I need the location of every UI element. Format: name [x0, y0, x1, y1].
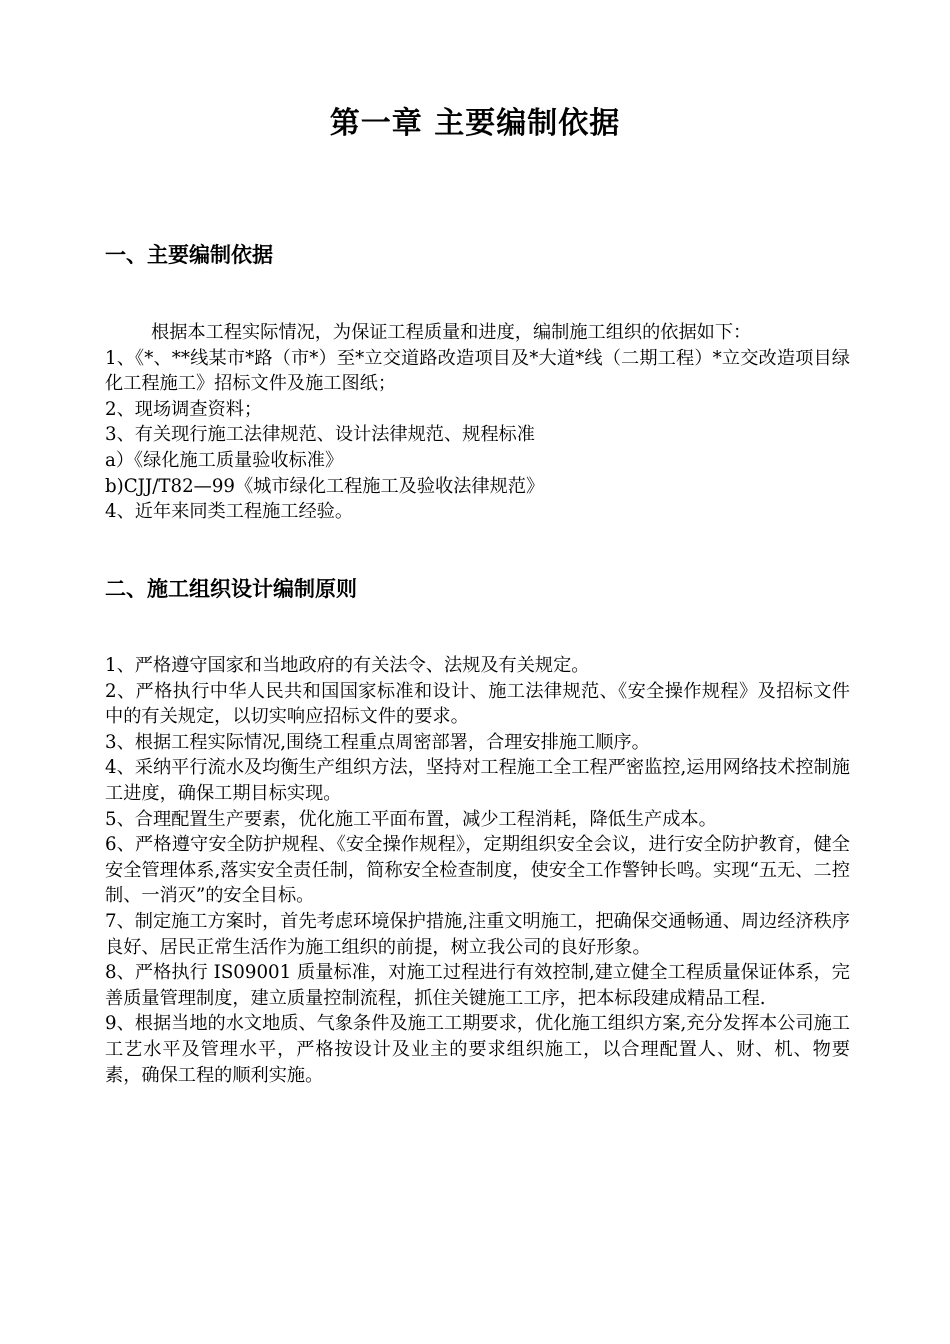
list-item: 4、采纳平行流水及均衡生产组织方法，坚持对工程施工全工程严密监控,运用网络技术控制施工进度，确保工期目标实现。	[105, 757, 850, 804]
list-item: 1、《*、**线某市*路（市*）至*立交道路改造项目及*大道*线（二期工程）*立交改造项目绿化工程施工》招标文件及施工图纸；	[105, 347, 850, 395]
list-item: 3、根据工程实际情况,围绕工程重点周密部署，合理安排施工顺序。	[105, 731, 650, 753]
list-item: 2、现场调查资料；	[105, 398, 263, 420]
section-body-basis	[105, 320, 850, 525]
list-item: 8、严格执行 IS09001 质量标准，对施工过程进行有效控制,建立健全工程质量保证体系，完善质量管理制度，建立质量控制流程，抓住关键施工工序，把本标段建成精品工程.	[105, 962, 850, 1009]
section-heading-principles: 二、施工组织设计编制原则	[105, 577, 357, 601]
list-item: 2、严格执行中华人民共和国国家标准和设计、施工法律规范、《安全操作规程》及招标文件中的有关规定，以切实响应招标文件的要求。	[105, 680, 850, 728]
section-heading-basis: 一、主要编制依据	[105, 243, 273, 267]
section-body-principles	[105, 653, 850, 1088]
list-item: b)CJJ/T82—99《城市绿化工程施工及验收法律规范》	[105, 475, 545, 497]
list-item: 3、有关现行施工法律规范、设计法律规范、规程标准	[105, 424, 535, 446]
list-item: a）《绿化施工质量验收标准》	[105, 449, 344, 471]
list-item: 6、严格遵守安全防护规程、《安全操作规程》，定期组织安全会议，进行安全防护教育，健全安全管理体系,落实安全责任制，简称安全检查制度，使安全工作警钟长鸣。实现“五无、二控制、一消灭”的安全目标。	[105, 834, 850, 907]
chapter-title: 第一章 主要编制依据	[329, 106, 621, 141]
list-item: 4、近年来同类工程施工经验。	[105, 501, 354, 523]
intro-paragraph: 根据本工程实际情况，为保证工程质量和进度，编制施工组织的依据如下：	[151, 322, 752, 343]
list-item: 7、制定施工方案时，首先考虑环境保护措施,注重文明施工，把确保交通畅通、周边经济秩序良好、居民正常生活作为施工组织的前提，树立我公司的良好形象。	[105, 910, 850, 958]
list-item: 1、严格遵守国家和当地政府的有关法令、法规及有关规定。	[105, 655, 590, 676]
list-item: 9、根据当地的水文地质、气象条件及施工工期要求，优化施工组织方案,充分发挥本公司施工工艺水平及管理水平，严格按设计及业主的要求组织施工，以合理配置人、财、机、物要素，确保工程的顺利实施。	[105, 1013, 850, 1086]
list-item: 5、合理配置生产要素，优化施工平面布置，减少工程消耗，降低生产成本。	[105, 808, 717, 830]
